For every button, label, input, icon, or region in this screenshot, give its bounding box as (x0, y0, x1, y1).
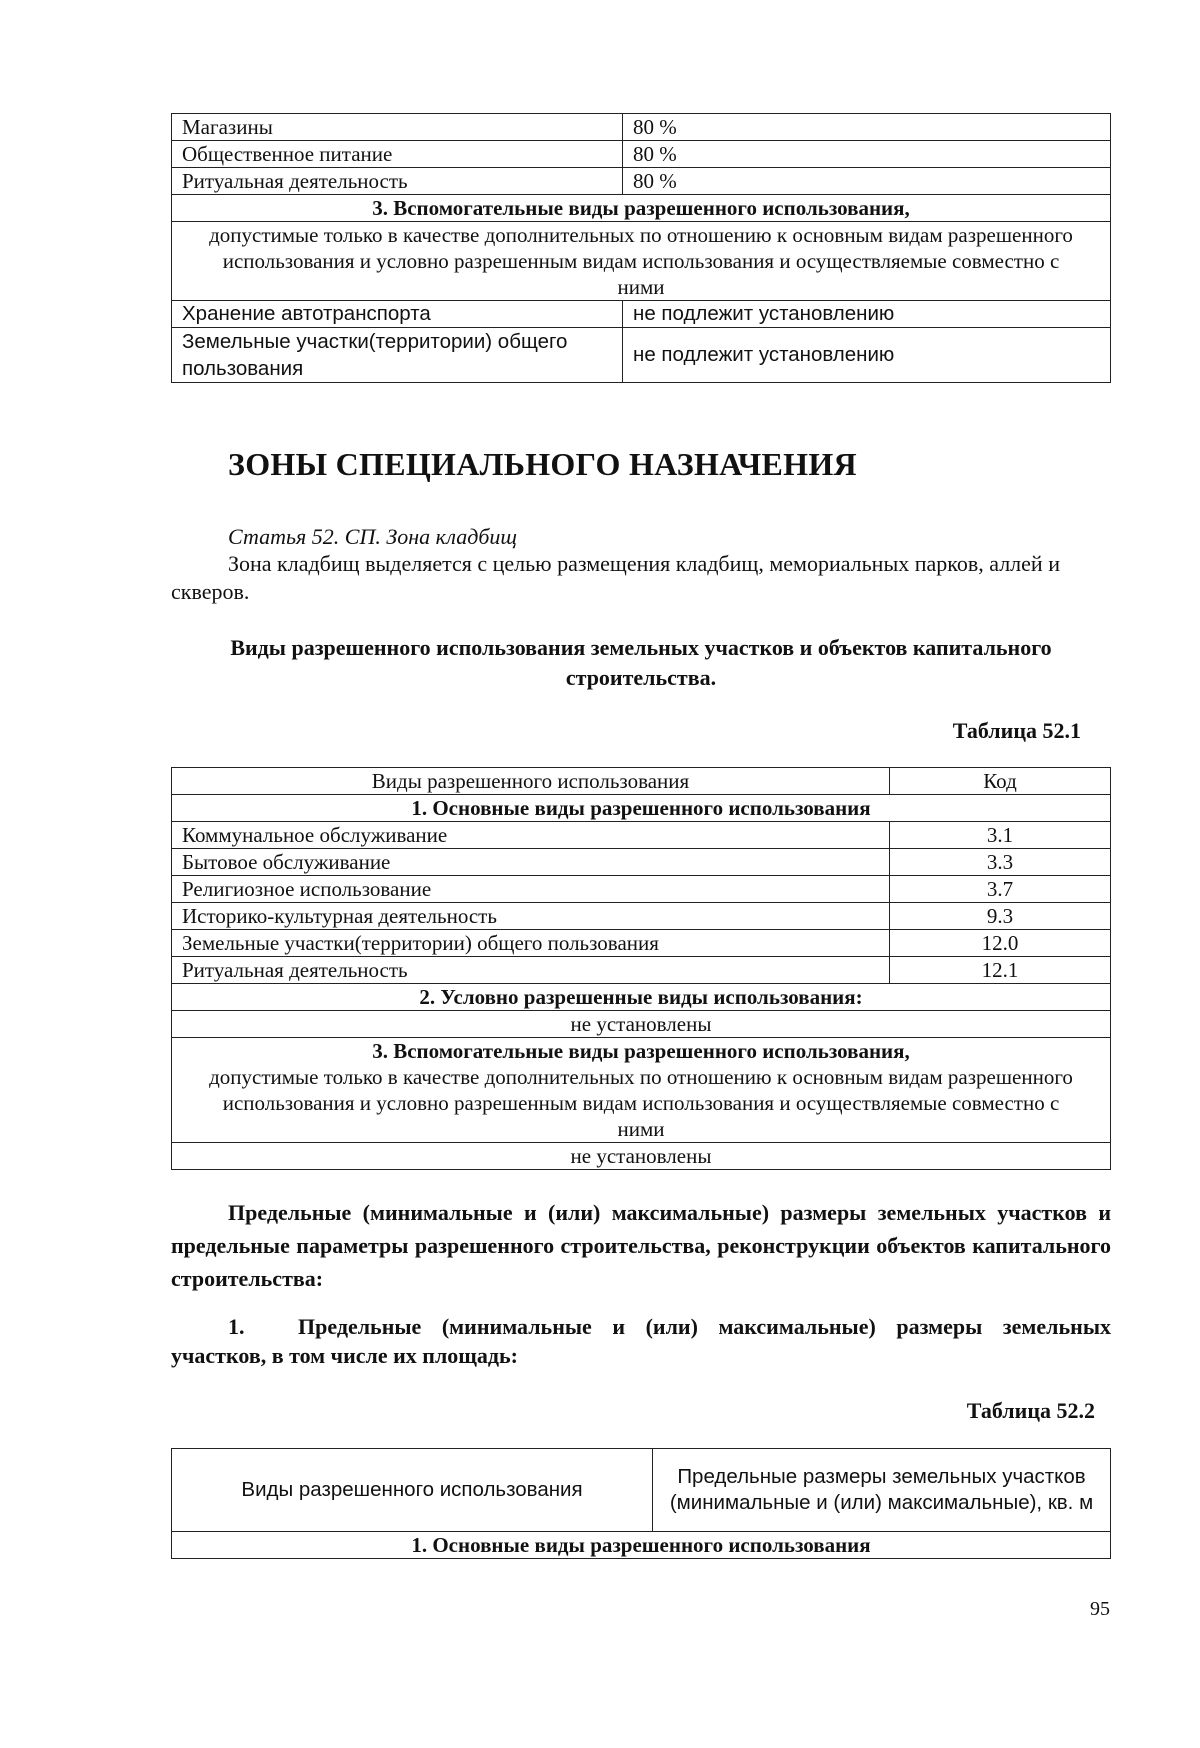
item-text: Предельные (минимальные и (или) максимальные) размеры земельных участков, в том числе их площадь: (171, 1314, 1111, 1368)
uses-heading: Виды разрешенного использования земельных участков и объектов капитального строительства. (230, 635, 1052, 690)
table-row (172, 114, 1111, 141)
table-top-continuation (171, 113, 1111, 383)
use-code: 3.1 (890, 822, 1111, 849)
table-row (172, 795, 1111, 822)
column-header: Виды разрешенного использования (172, 768, 890, 795)
column-header: Виды разрешенного использования (172, 1449, 653, 1532)
table-row (172, 984, 1111, 1011)
use-name: Ритуальная деятельность (172, 168, 623, 195)
use-name: Земельные участки(территории) общего пользования (172, 328, 623, 383)
table-52-1 (171, 767, 1111, 1170)
use-code: 9.3 (890, 903, 1111, 930)
table-row (172, 1532, 1111, 1559)
table-row (172, 876, 1111, 903)
aux-header: 3. Вспомогательные виды разрешенного использования, (172, 195, 1111, 222)
column-header: Код (890, 768, 1111, 795)
percent-value: 80 % (623, 168, 1111, 195)
percent-value: 80 % (623, 141, 1111, 168)
table-header-row (172, 1449, 1111, 1532)
use-code: 12.1 (890, 957, 1111, 984)
use-code: 3.7 (890, 876, 1111, 903)
use-name: Общественное питание (172, 141, 623, 168)
use-code: 12.0 (890, 930, 1111, 957)
table-row (172, 195, 1111, 222)
use-code: 3.3 (890, 849, 1111, 876)
use-name: Ритуальная деятельность (172, 957, 890, 984)
aux-description: допустимые только в качестве дополнительных по отношению к основным видам разрешенного использования и условно разрешенным видам использования и осуществляемые совместно с ними (172, 222, 1111, 301)
section-header: 2. Условно разрешенные виды использования: (172, 984, 1111, 1011)
section-header: 1. Основные виды разрешенного использования (172, 1532, 1111, 1559)
use-name: Магазины (172, 114, 623, 141)
section-value: не установлены (172, 1143, 1111, 1170)
page-number: 95 (1090, 1598, 1110, 1620)
table-label: Таблица 52.2 (966, 1398, 1095, 1423)
table-row (172, 301, 1111, 328)
use-name: Историко-культурная деятельность (172, 903, 890, 930)
section-header: 1. Основные виды разрешенного использования (172, 795, 1111, 822)
table-row (172, 168, 1111, 195)
table-row (172, 1143, 1111, 1170)
table-row (172, 930, 1111, 957)
use-name: Земельные участки(территории) общего пользования (172, 930, 890, 957)
item-number: 1. (228, 1314, 245, 1339)
table-row (172, 328, 1111, 383)
table-label: Таблица 52.1 (952, 718, 1081, 743)
table-row (172, 1038, 1111, 1143)
table-row (172, 849, 1111, 876)
use-name: Религиозное использование (172, 876, 890, 903)
item-paragraph (171, 1312, 1111, 1370)
use-name: Бытовое обслуживание (172, 849, 890, 876)
percent-value: 80 % (623, 114, 1111, 141)
column-header: Предельные размеры земельных участков (минимальные и (или) максимальные), кв. м (653, 1449, 1111, 1532)
limit-value: не подлежит установлению (623, 328, 1111, 383)
table-row (172, 903, 1111, 930)
section-value: не установлены (172, 1011, 1111, 1038)
table-row (172, 822, 1111, 849)
table-52-2 (171, 1448, 1111, 1559)
table-row (172, 141, 1111, 168)
zone-heading: ЗОНЫ СПЕЦИАЛЬНОГО НАЗНАЧЕНИЯ (228, 446, 857, 482)
article-text: Зона кладбищ выделяется с целью размещения кладбищ, мемориальных парков, аллей и скверов. (171, 551, 1060, 604)
table-row (172, 222, 1111, 301)
limits-paragraph: Предельные (минимальные и (или) максимальные) размеры земельных участков и предельные параметры разрешенного строительства, реконструкции объектов капитального строительства: (171, 1200, 1111, 1291)
use-name: Коммунальное обслуживание (172, 822, 890, 849)
limit-value: не подлежит установлению (623, 301, 1111, 328)
use-name: Хранение автотранспорта (172, 301, 623, 328)
aux-section (172, 1038, 1111, 1143)
aux-description: допустимые только в качестве дополнительных по отношению к основным видам разрешенного использования и условно разрешенным видам использования и осуществляемые совместно с ними (209, 1065, 1073, 1141)
table-row (172, 1011, 1111, 1038)
table-row (172, 957, 1111, 984)
section-header: 3. Вспомогательные виды разрешенного использования, (372, 1039, 910, 1063)
article-title: Статья 52. СП. Зона кладбищ (228, 524, 518, 549)
table-header-row (172, 768, 1111, 795)
